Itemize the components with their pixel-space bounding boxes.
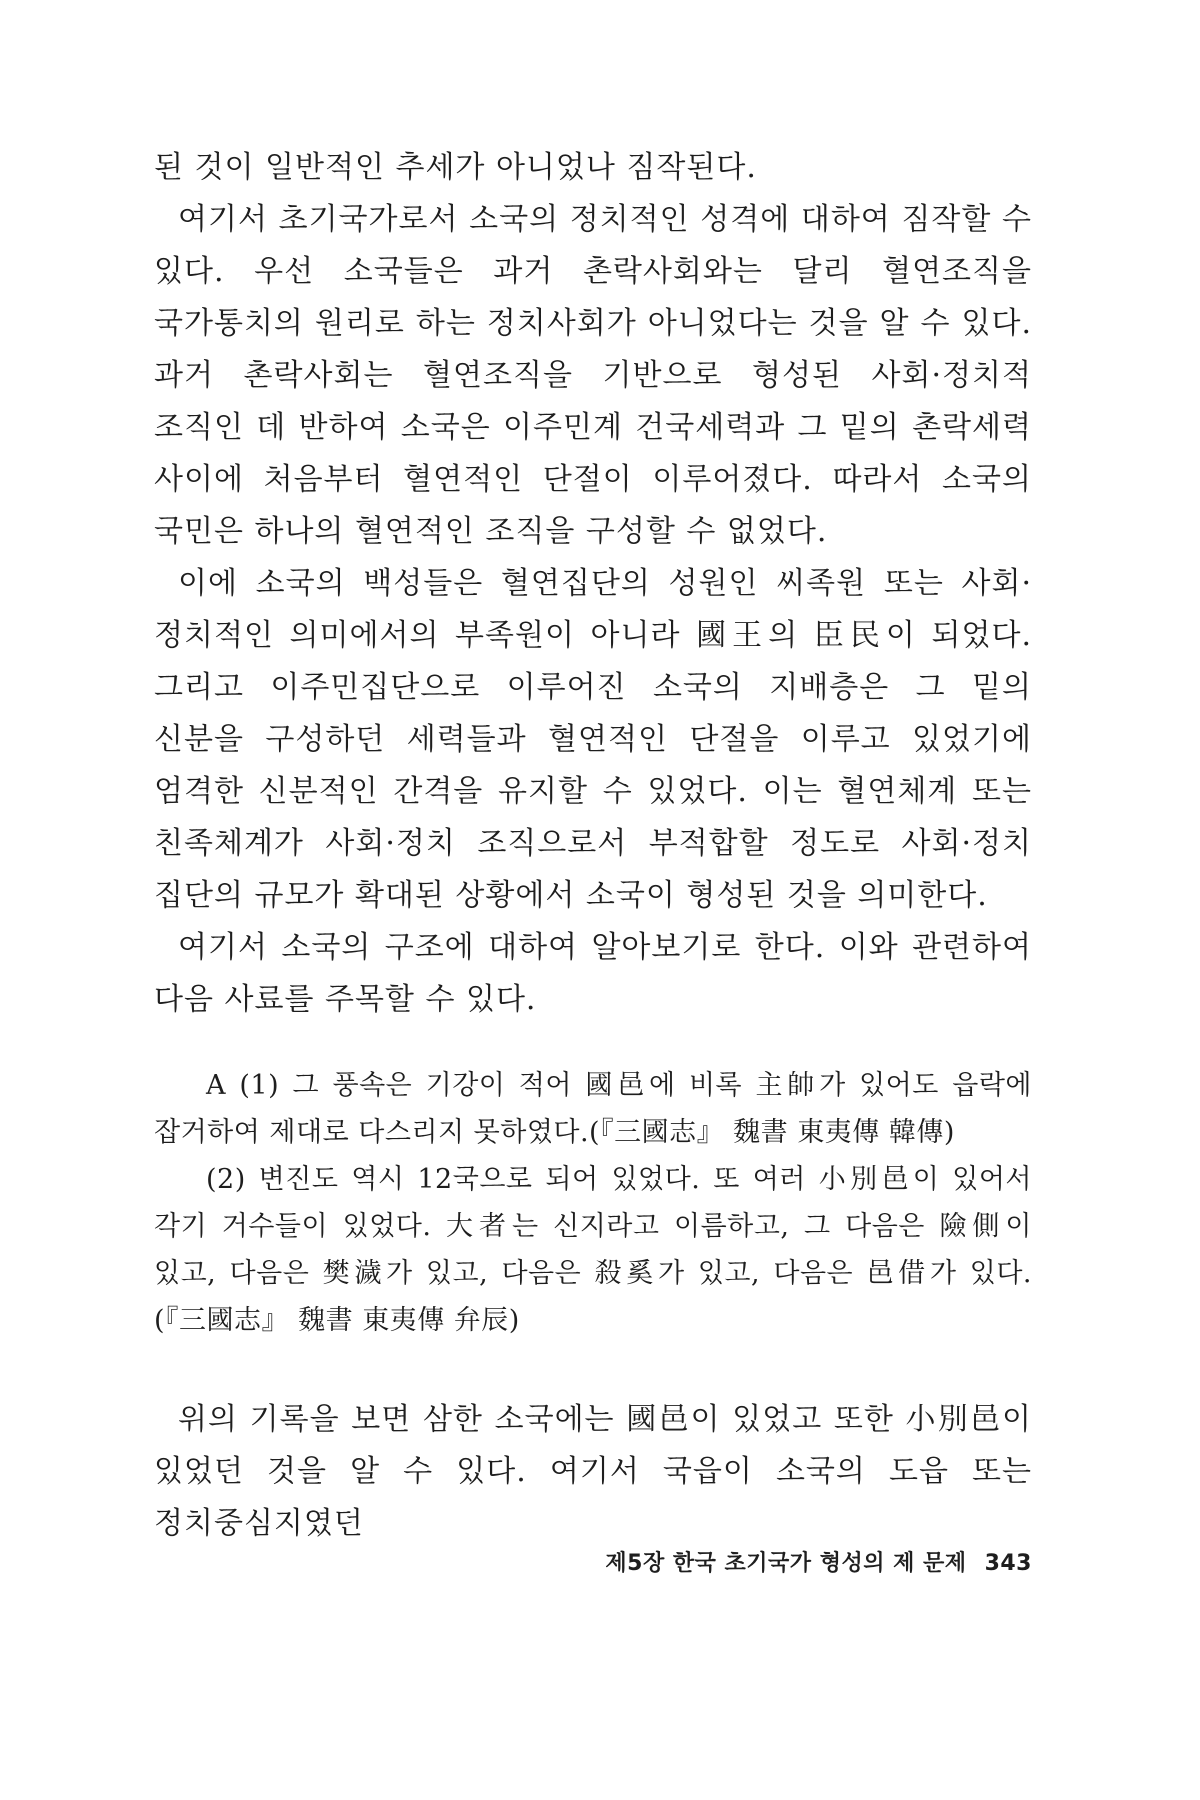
running-header-chapter: 제5장 한국 초기국가 형성의 제 문제 xyxy=(605,1551,967,1576)
paragraph: 위의 기록을 보면 삼한 소국에는 國邑이 있었고 또한 小別邑이 있었던 것을 알 수 있다. 여기서 국읍이 소국의 도읍 또는 정치중심지였던 xyxy=(154,1402,1032,1541)
paragraph: 여기서 소국의 구조에 대하여 알아보기로 한다. 이와 관련하여 다음 사료를 주목할 수 있다. xyxy=(154,930,1032,1017)
paragraph: 여기서 초기국가로서 소국의 정치적인 성격에 대하여 짐작할 수 있다. 우선 소국들은 과거 촌락사회와는 달리 혈연조직을 국가통치의 원리로 하는 정치사회가 아니었다는 것을 알 수 있다. 과거 촌락사회는 혈연조직을 기반으로 형성된 사회·정치적 조직인 데 반하여 소국은 이주민계 건국세력과 그 밑의 촌락세력 사이에 처음부터 혈연적인 단절이 이루어졌다. 따라서 소국의 국민은 하나의 혈연적인 조직을 구성할 수 없었다. xyxy=(154,202,1032,549)
paragraph: 이에 소국의 백성들은 혈연집단의 성원인 씨족원 또는 사회·정치적인 의미에서의 부족원이 아니라 國王의 臣民이 되었다. 그리고 이주민집단으로 이루어진 소국의 지배층은 그 밑의 신분을 구성하던 세력들과 혈연적인 단절을 이루고 있었기에 엄격한 신분적인 간격을 유지할 수 있었다. 이는 혈연체계 또는 친족체계가 사회·정치 조직으로서 부적합할 정도로 사회·정치 집단의 규모가 확대된 상황에서 소국이 형성된 것을 의미한다. xyxy=(154,566,1032,913)
page xyxy=(154,0,1032,1800)
quotation-item-2: (2) 변진도 역시 12국으로 되어 있었다. 또 여러 小別邑이 있어서 각기 거수들이 있었다. 大者는 신지라고 이름하고, 그 다음은 險側이 있고, 다음은 樊濊가 있고, 다음은 殺奚가 있고, 다음은 邑借가 있다.(『三國志』 魏書 東夷傳 弁辰) xyxy=(154,1164,1032,1336)
page-footer xyxy=(605,1546,1032,1577)
paragraph-continuation: 된 것이 일반적인 추세가 아니었나 짐작된다. xyxy=(154,150,757,185)
closing-text xyxy=(154,1394,1032,1550)
page-number: 343 xyxy=(984,1551,1032,1576)
quotation-item-1: A (1) 그 풍속은 기강이 적어 國邑에 비록 主帥가 있어도 읍락에 잡거하여 제대로 다스리지 못하였다.(『三國志』 魏書 東夷傳 韓傳) xyxy=(154,1070,1032,1148)
body-text xyxy=(154,142,1032,1026)
source-quotation xyxy=(154,1062,1032,1344)
